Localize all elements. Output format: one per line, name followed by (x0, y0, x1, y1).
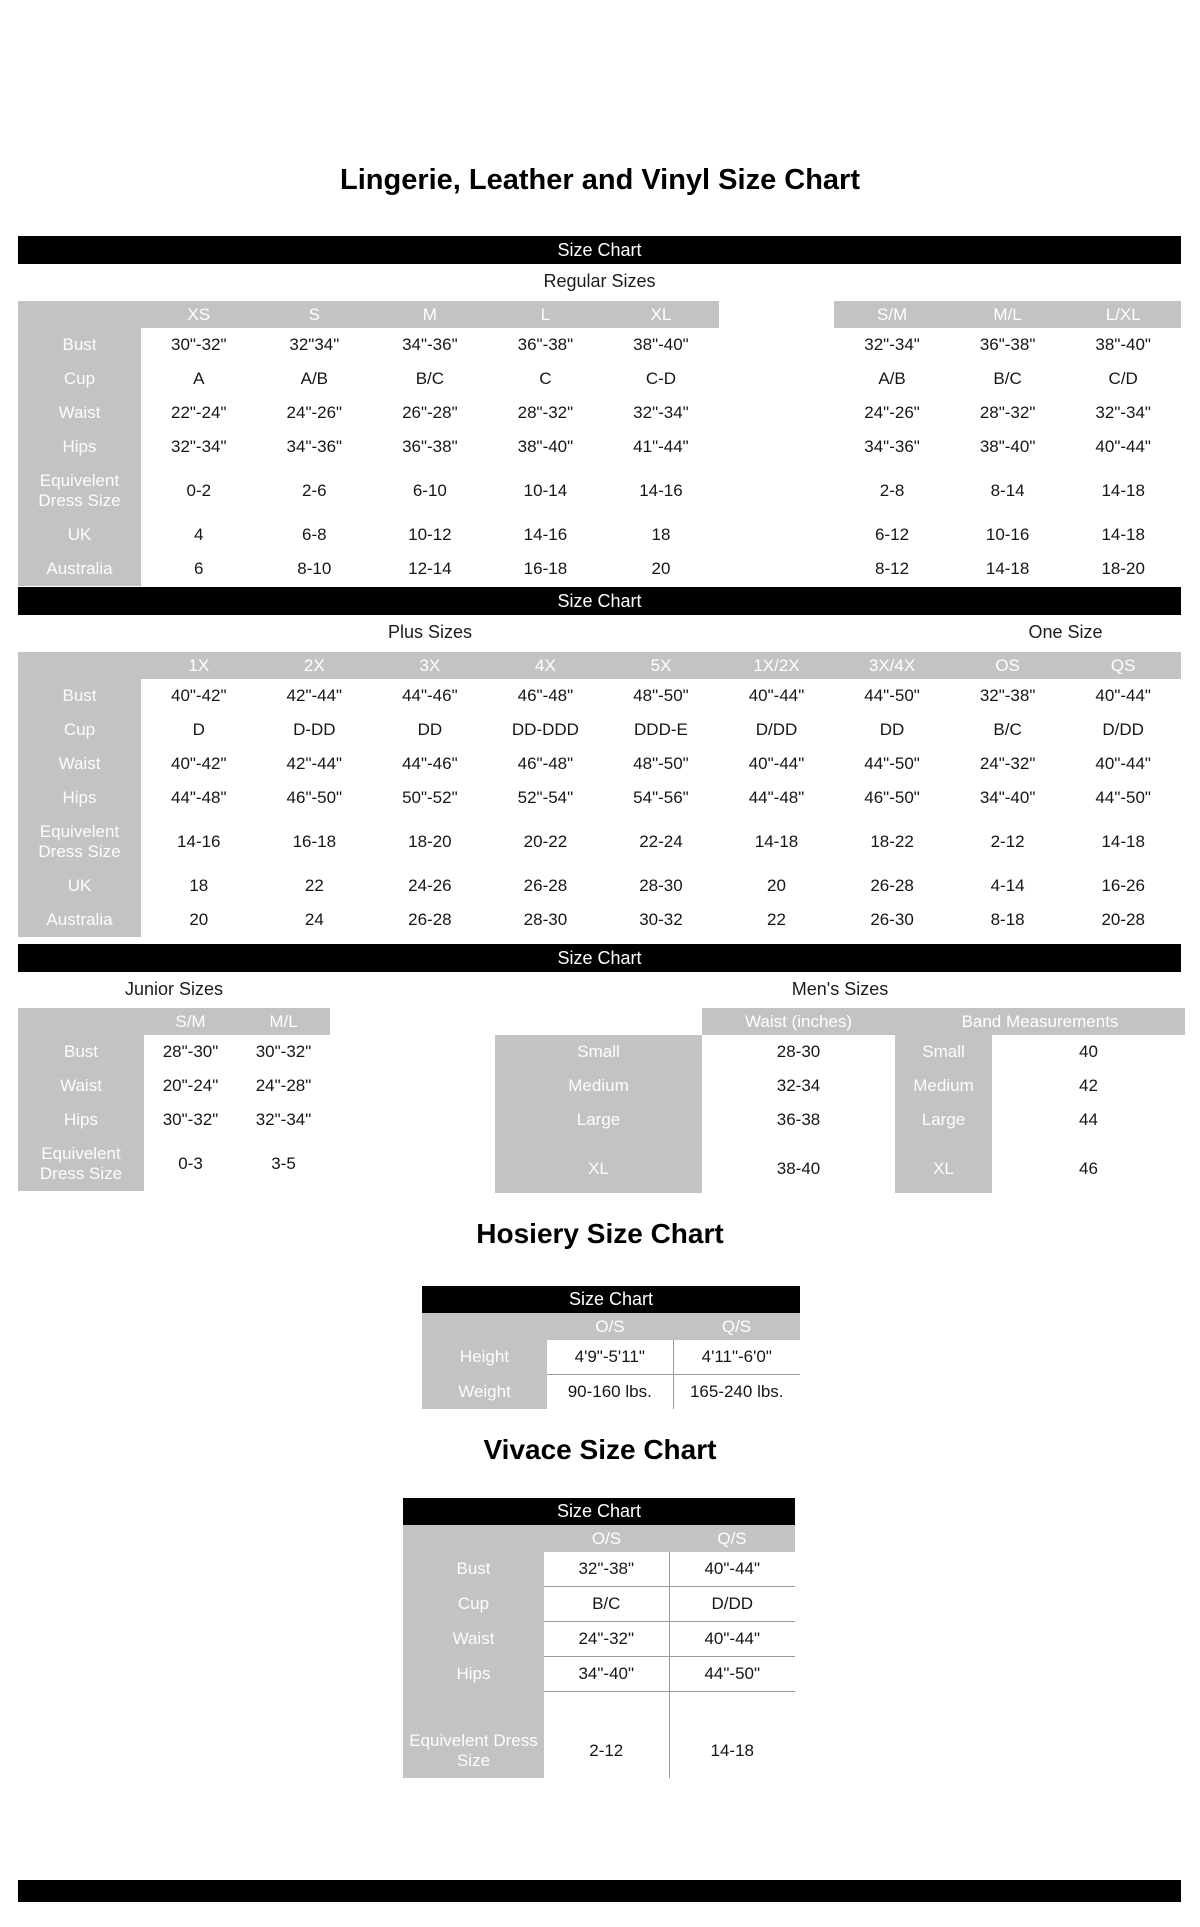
column-header: 2X (257, 652, 373, 679)
row-label: Bust (18, 1035, 144, 1069)
column-header: O/S (547, 1313, 673, 1340)
table-row (403, 1587, 795, 1622)
cell-value: 40"-42" (141, 747, 257, 781)
table-row (18, 869, 1181, 903)
cell-value: 6-10 (372, 464, 488, 518)
cell-value: 38"-40" (488, 430, 604, 464)
section-label-regular: Regular Sizes (543, 271, 656, 291)
table-row (403, 1724, 795, 1778)
plus-sizes-table (18, 652, 1181, 937)
table-row (18, 815, 1181, 869)
cell-value: 30"-32" (237, 1035, 330, 1069)
cell-value: 30"-32" (144, 1103, 237, 1137)
column-header: L (488, 301, 604, 328)
table-row (495, 1137, 1185, 1193)
header-row (495, 1008, 1185, 1035)
column-header: 1X (141, 652, 257, 679)
column-header: O/S (544, 1525, 669, 1552)
size-chart-bar-label: Size Chart (557, 240, 642, 260)
vivace-table (403, 1525, 795, 1778)
column-header: Q/S (669, 1525, 795, 1552)
cell-value: 14-18 (950, 552, 1066, 586)
column-header: 4X (488, 652, 604, 679)
table-row (18, 518, 1181, 552)
header-row (422, 1313, 800, 1340)
cell-value: 6-12 (834, 518, 950, 552)
size-chart-bar (403, 1498, 795, 1525)
row-label: Hips (18, 430, 141, 464)
cell-value: 24-26 (372, 869, 488, 903)
cell-value: 22 (257, 869, 373, 903)
cell-value: A/B (257, 362, 373, 396)
row-label: Large (495, 1103, 702, 1137)
row-label: Australia (18, 552, 141, 586)
column-header: 5X (603, 652, 719, 679)
cell-value: 52"-54" (488, 781, 604, 815)
table-row (18, 781, 1181, 815)
cell-value: 26"-28" (372, 396, 488, 430)
column-header: S (257, 301, 373, 328)
cell-value: 12-14 (372, 552, 488, 586)
cell-value: 30"-32" (141, 328, 257, 362)
cell-value: 44"-48" (719, 781, 835, 815)
cell-value: A/B (834, 362, 950, 396)
column-header: M/L (950, 301, 1066, 328)
cell-value: 32"-38" (950, 679, 1066, 713)
cell-value: 26-28 (372, 903, 488, 937)
table-row (18, 713, 1181, 747)
cell-value: 2-6 (257, 464, 373, 518)
header-row (18, 301, 1181, 328)
size-chart-bar-label: Size Chart (557, 591, 642, 611)
cell-value: 34"-40" (544, 1657, 669, 1692)
section-label-junior: Junior Sizes (124, 979, 224, 999)
cell-value: D-DD (257, 713, 373, 747)
cell-value: 28"-32" (950, 396, 1066, 430)
cell-value: 2-12 (950, 815, 1066, 869)
table-row (18, 464, 1181, 518)
hosiery-table (422, 1313, 800, 1409)
cell-value: 10-16 (950, 518, 1066, 552)
cell-value: 22-24 (603, 815, 719, 869)
column-header: M/L (237, 1008, 330, 1035)
table-row (495, 1103, 1185, 1137)
cell-value: A (141, 362, 257, 396)
cell-value: 44"-50" (834, 747, 950, 781)
cell-value (719, 430, 835, 464)
section-label-one-size: One Size (1028, 622, 1103, 642)
column-header-blank (719, 301, 835, 328)
cell-value: 42 (992, 1069, 1185, 1103)
cell-value: 16-26 (1065, 869, 1181, 903)
cell-value: 20 (719, 869, 835, 903)
cell-value: 20-22 (488, 815, 604, 869)
row-label: XL (495, 1137, 702, 1193)
column-header-blank (422, 1313, 547, 1340)
cell-value: 48"-50" (603, 679, 719, 713)
cell-value: 4'11"-6'0" (673, 1340, 800, 1375)
column-header-blank (495, 1008, 702, 1035)
cell-value: 24"-32" (950, 747, 1066, 781)
cell-value: 6 (141, 552, 257, 586)
table-row (18, 903, 1181, 937)
cell-value: 28-30 (488, 903, 604, 937)
cell-value: 32-34 (702, 1069, 895, 1103)
header-row (18, 1008, 330, 1035)
cell-value: 40"-44" (669, 1552, 795, 1587)
cell-value: 8-12 (834, 552, 950, 586)
cell-value: 28-30 (603, 869, 719, 903)
row-label: XL (895, 1137, 992, 1193)
cell-value: B/C (950, 362, 1066, 396)
vivace-chart (403, 1498, 795, 1778)
cell-value: 10-14 (488, 464, 604, 518)
cell-value: DD (372, 713, 488, 747)
cell-value (544, 1692, 669, 1725)
cell-value: 24"-32" (544, 1622, 669, 1657)
size-chart-bar (18, 236, 1181, 264)
cell-value: 34"-36" (372, 328, 488, 362)
cell-value: D/DD (669, 1587, 795, 1622)
cell-value: 46 (992, 1137, 1185, 1193)
cell-value: 54"-56" (603, 781, 719, 815)
cell-value: 4'9"-5'11" (547, 1340, 673, 1375)
table-row (18, 362, 1181, 396)
table-row (18, 679, 1181, 713)
cell-value: 26-28 (834, 869, 950, 903)
size-chart-bar (422, 1286, 800, 1313)
size-chart-bar (18, 587, 1181, 615)
cell-value: 14-18 (1065, 815, 1181, 869)
row-label: Cup (18, 713, 141, 747)
cell-value: 32"-34" (834, 328, 950, 362)
cell-value: 32"-34" (1065, 396, 1181, 430)
cell-value: 14-18 (1065, 518, 1181, 552)
cell-value: 2-8 (834, 464, 950, 518)
table-row (403, 1552, 795, 1587)
cell-value: 8-18 (950, 903, 1066, 937)
column-header: Band Measurements (895, 1008, 1185, 1035)
cell-value: 10-12 (372, 518, 488, 552)
cell-value: 16-18 (488, 552, 604, 586)
size-chart-bar (18, 944, 1181, 972)
column-header: Q/S (673, 1313, 800, 1340)
cell-value: 46"-50" (257, 781, 373, 815)
cell-value: 18 (603, 518, 719, 552)
row-label: Cup (403, 1587, 544, 1622)
column-header-blank (403, 1525, 544, 1552)
cell-value: 32"34" (257, 328, 373, 362)
cell-value: 44"-50" (834, 679, 950, 713)
table-row (18, 1069, 330, 1103)
cell-value: 44 (992, 1103, 1185, 1137)
row-label: Height (422, 1340, 547, 1375)
cell-value: 36"-38" (950, 328, 1066, 362)
cell-value: 18-20 (372, 815, 488, 869)
table-row (495, 1035, 1185, 1069)
table-row (18, 430, 1181, 464)
cell-value: 44"-50" (1065, 781, 1181, 815)
cell-value: 14-18 (669, 1724, 795, 1778)
cell-value (719, 552, 835, 586)
cell-value: 44"-46" (372, 747, 488, 781)
cell-value: 34"-40" (950, 781, 1066, 815)
cell-value: 40"-44" (719, 747, 835, 781)
cell-value: 28-30 (702, 1035, 895, 1069)
row-label: Small (495, 1035, 702, 1069)
column-header: XL (603, 301, 719, 328)
cell-value: DD (834, 713, 950, 747)
row-label: Equivelent Dress Size (403, 1724, 544, 1778)
row-label: Weight (422, 1375, 547, 1410)
cell-value: 0-3 (144, 1137, 237, 1191)
table-row (403, 1657, 795, 1692)
cell-value (719, 518, 835, 552)
cell-value: 41"-44" (603, 430, 719, 464)
row-label: Waist (18, 1069, 144, 1103)
cell-value: 40 (992, 1035, 1185, 1069)
cell-value: 0-2 (141, 464, 257, 518)
cell-value: 28"-30" (144, 1035, 237, 1069)
cell-value: DD-DDD (488, 713, 604, 747)
column-header: 3X (372, 652, 488, 679)
column-header-blank (18, 1008, 144, 1035)
cell-value (719, 396, 835, 430)
row-label: Waist (403, 1622, 544, 1657)
cell-value (719, 328, 835, 362)
header-row (403, 1525, 795, 1552)
cell-value: C (488, 362, 604, 396)
cell-value: 14-16 (141, 815, 257, 869)
cell-value: 32"-34" (141, 430, 257, 464)
cell-value: 50"-52" (372, 781, 488, 815)
cell-value: 6-8 (257, 518, 373, 552)
column-header: XS (141, 301, 257, 328)
row-label: Equivelent Dress Size (18, 1137, 144, 1191)
table-row (18, 552, 1181, 586)
row-label: Hips (403, 1657, 544, 1692)
cell-value: 46"-48" (488, 679, 604, 713)
cell-value: 14-18 (719, 815, 835, 869)
row-label: Medium (895, 1069, 992, 1103)
column-header: 1X/2X (719, 652, 835, 679)
cell-value: 40"-44" (719, 679, 835, 713)
cell-value: 32"-34" (603, 396, 719, 430)
column-header: S/M (834, 301, 950, 328)
cell-value: D (141, 713, 257, 747)
cell-value: 22"-24" (141, 396, 257, 430)
row-label: UK (18, 869, 141, 903)
column-header: L/XL (1065, 301, 1181, 328)
cell-value: 46"-50" (834, 781, 950, 815)
cell-value: DDD-E (603, 713, 719, 747)
table-row (18, 396, 1181, 430)
section-label-plus: Plus Sizes (387, 622, 473, 642)
cell-value: 40"-44" (1065, 747, 1181, 781)
regular-sizes-table (18, 301, 1181, 586)
cell-value: 38"-40" (950, 430, 1066, 464)
cell-value: 90-160 lbs. (547, 1375, 673, 1410)
row-label: Hips (18, 781, 141, 815)
cell-value: 36"-38" (488, 328, 604, 362)
cell-value: 42"-44" (257, 747, 373, 781)
cell-value: 2-12 (544, 1724, 669, 1778)
cell-value: 24"-26" (257, 396, 373, 430)
cell-value: 38"-40" (1065, 328, 1181, 362)
size-chart-bar-label: Size Chart (557, 948, 642, 968)
row-label: Cup (18, 362, 141, 396)
cell-value: 48"-50" (603, 747, 719, 781)
cell-value: 22 (719, 903, 835, 937)
row-label: Medium (495, 1069, 702, 1103)
bottom-divider-bar (18, 1880, 1181, 1902)
cell-value: D/DD (719, 713, 835, 747)
cell-value: 20 (603, 552, 719, 586)
cell-value: 14-16 (603, 464, 719, 518)
row-label: Bust (18, 679, 141, 713)
cell-value: C-D (603, 362, 719, 396)
row-label (403, 1692, 544, 1725)
column-header-blank (18, 652, 141, 679)
table-row (18, 747, 1181, 781)
header-row (18, 652, 1181, 679)
cell-value: 38"-40" (603, 328, 719, 362)
mens-sizes-table (495, 1008, 1185, 1193)
cell-value: 30-32 (603, 903, 719, 937)
cell-value (719, 464, 835, 518)
cell-value: 20 (141, 903, 257, 937)
cell-value (719, 362, 835, 396)
hosiery-title: Hosiery Size Chart (476, 1218, 724, 1249)
column-header: 3X/4X (834, 652, 950, 679)
column-header: QS (1065, 652, 1181, 679)
cell-value: 46"-48" (488, 747, 604, 781)
row-label: Bust (403, 1552, 544, 1587)
cell-value: 40"-44" (1065, 430, 1181, 464)
cell-value: D/DD (1065, 713, 1181, 747)
table-row (18, 328, 1181, 362)
cell-value: 40"-44" (1065, 679, 1181, 713)
cell-value: 26-28 (488, 869, 604, 903)
row-label: Small (895, 1035, 992, 1069)
column-header-blank (18, 301, 141, 328)
row-label: Bust (18, 328, 141, 362)
cell-value: 38-40 (702, 1137, 895, 1193)
cell-value: 34"-36" (257, 430, 373, 464)
cell-value: 40"-42" (141, 679, 257, 713)
cell-value: 24 (257, 903, 373, 937)
cell-value: 4 (141, 518, 257, 552)
cell-value: 44"-48" (141, 781, 257, 815)
cell-value: B/C (372, 362, 488, 396)
table-row (18, 1035, 330, 1069)
cell-value: 32"-34" (237, 1103, 330, 1137)
cell-value: 20"-24" (144, 1069, 237, 1103)
cell-value: 34"-36" (834, 430, 950, 464)
table-row (18, 1137, 330, 1191)
row-label: Waist (18, 396, 141, 430)
cell-value: 20-28 (1065, 903, 1181, 937)
column-header: OS (950, 652, 1066, 679)
table-row (18, 1103, 330, 1137)
row-label: Australia (18, 903, 141, 937)
column-header: M (372, 301, 488, 328)
cell-value (669, 1692, 795, 1725)
cell-value: 26-30 (834, 903, 950, 937)
cell-value: 4-14 (950, 869, 1066, 903)
table-row (403, 1622, 795, 1657)
cell-value: C/D (1065, 362, 1181, 396)
cell-value: 44"-46" (372, 679, 488, 713)
cell-value: 24"-28" (237, 1069, 330, 1103)
cell-value: 42"-44" (257, 679, 373, 713)
size-chart-bar-label: Size Chart (568, 1289, 654, 1309)
row-label: Hips (18, 1103, 144, 1137)
cell-value: 40"-44" (669, 1622, 795, 1657)
row-label: Equivelent Dress Size (18, 815, 141, 869)
cell-value: 14-18 (1065, 464, 1181, 518)
cell-value: 18 (141, 869, 257, 903)
cell-value: 16-18 (257, 815, 373, 869)
junior-sizes-table (18, 1008, 330, 1191)
table-row (495, 1069, 1185, 1103)
vivace-title: Vivace Size Chart (483, 1434, 717, 1465)
cell-value: 18-20 (1065, 552, 1181, 586)
row-label: UK (18, 518, 141, 552)
page-title: Lingerie, Leather and Vinyl Size Chart (340, 164, 860, 196)
cell-value: 8-10 (257, 552, 373, 586)
row-label: Large (895, 1103, 992, 1137)
cell-value: 32"-38" (544, 1552, 669, 1587)
cell-value: 24"-26" (834, 396, 950, 430)
table-row (403, 1692, 795, 1725)
cell-value: 165-240 lbs. (673, 1375, 800, 1410)
section-label-mens: Men's Sizes (791, 979, 889, 999)
table-row (422, 1340, 800, 1375)
cell-value: 36-38 (702, 1103, 895, 1137)
size-chart-bar-label: Size Chart (556, 1501, 642, 1521)
cell-value: B/C (544, 1587, 669, 1622)
cell-value: 8-14 (950, 464, 1066, 518)
table-row (422, 1375, 800, 1410)
cell-value: 44"-50" (669, 1657, 795, 1692)
hosiery-chart (422, 1286, 800, 1409)
cell-value: 18-22 (834, 815, 950, 869)
row-label: Waist (18, 747, 141, 781)
cell-value: 36"-38" (372, 430, 488, 464)
column-header: S/M (144, 1008, 237, 1035)
cell-value: 3-5 (237, 1137, 330, 1191)
row-label: Equivelent Dress Size (18, 464, 141, 518)
column-header: Waist (inches) (702, 1008, 895, 1035)
cell-value: 28"-32" (488, 396, 604, 430)
cell-value: B/C (950, 713, 1066, 747)
cell-value: 14-16 (488, 518, 604, 552)
